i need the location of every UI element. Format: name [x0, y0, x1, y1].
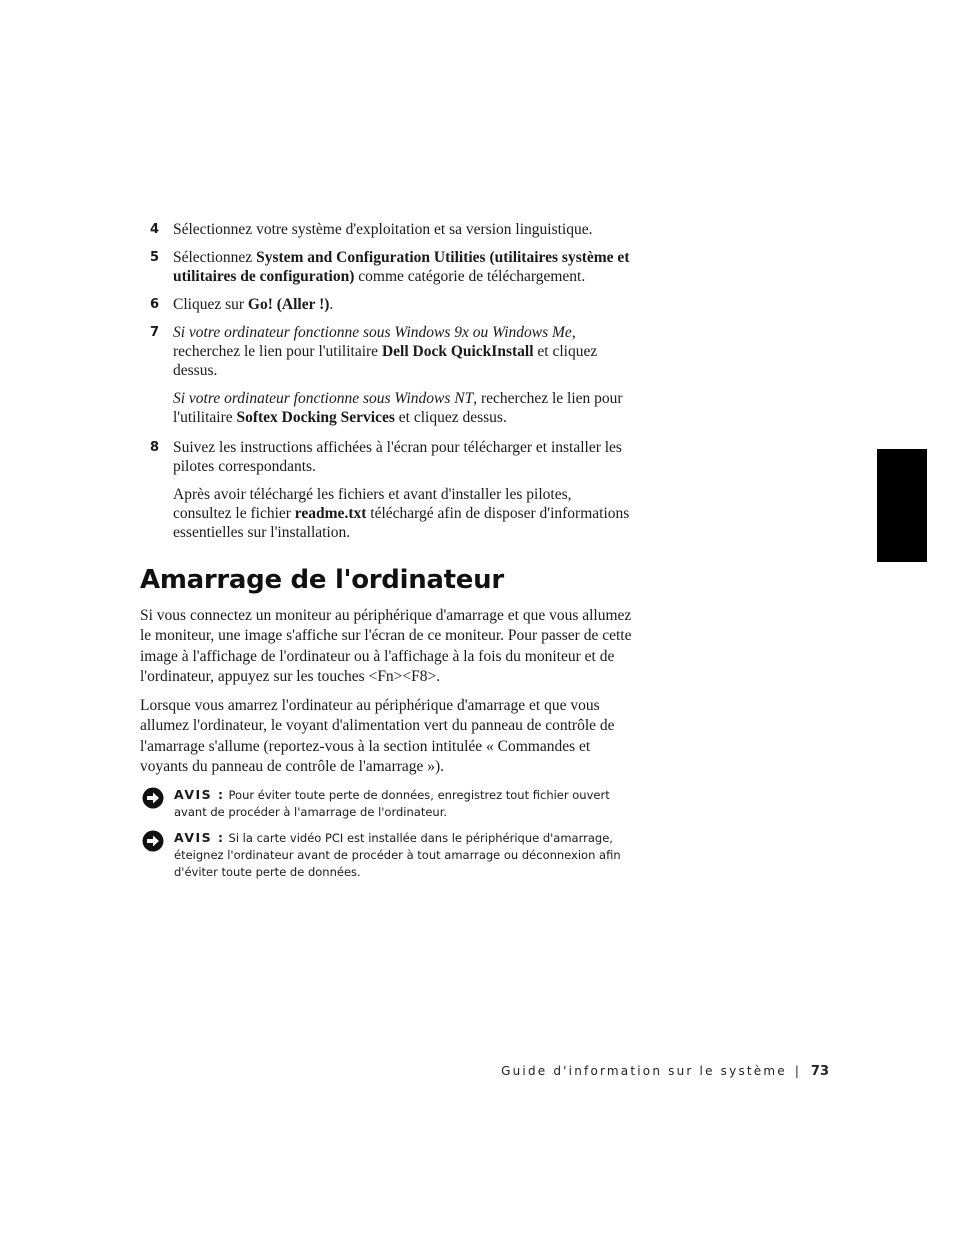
- step-number: 7: [150, 325, 160, 340]
- file-name: readme.txt: [294, 505, 367, 522]
- notice-text: Si la carte vidéo PCI est installée dans le périphérique d'amarrage, éteignez l'ordinateur avant de procéder à tout amarrage ou déconnexion afin d'éviter toute perte de données.: [174, 831, 621, 880]
- step-number: 5: [150, 250, 160, 265]
- body-paragraph: Si vous connectez un moniteur au périphérique d'amarrage et que vous allumez le moniteur, une image s'affiche sur l'écran de ce moniteur. Pour passer de cette image à l'affichage de l'ordinateur ou à l'affichage à la fois du moniteur et de l'ordinateur, appuyez sur les touches <Fn><F8>.: [140, 607, 632, 685]
- step-6: [150, 295, 630, 314]
- step-number: 8: [150, 440, 160, 455]
- step-8-note: Après avoir téléchargé les fichiers et avant d'installer les pilotes, consultez le fichier readme.txt téléchargé afin de disposer d'informations essentielles sur l'installation.: [173, 486, 630, 541]
- notice-block: [142, 786, 632, 821]
- step-number: 4: [150, 222, 160, 237]
- go-button-name: Go! (Aller !): [247, 296, 330, 313]
- body-paragraph: Lorsque vous amarrez l'ordinateur au périphérique d'amarrage et que vous allumez l'ordinateur, le voyant d'alimentation vert du panneau de contrôle de l'amarrage s'allume (reportez-vous à la section intitulée « Commandes et voyants du panneau de contrôle de l'amarrage »).: [140, 697, 615, 775]
- notice-block: [142, 829, 632, 882]
- notice-arrow-icon: [142, 830, 164, 852]
- step-7-note: Si votre ordinateur fonctionne sous Windows NT, recherchez le lien pour l'utilitaire Softex Docking Services et cliquez dessus.: [173, 390, 623, 426]
- step-number: 6: [150, 297, 160, 312]
- step-4: [150, 220, 630, 239]
- step-text: Suivez les instructions affichées à l'écran pour télécharger et installer les pilotes correspondants.: [173, 439, 622, 475]
- step-text: Si votre ordinateur fonctionne sous Windows 9x ou Windows Me, recherchez le lien pour l'utilitaire Dell Dock QuickInstall et cliquez dessus.: [173, 324, 598, 379]
- section-heading: Amarrage de l'ordinateur: [140, 565, 504, 595]
- notice-text: Pour éviter toute perte de données, enregistrez tout fichier ouvert avant de procéder à l'amarrage de l'ordinateur.: [174, 788, 610, 820]
- utility-name: Softex Docking Services: [236, 409, 395, 426]
- utility-name: Dell Dock QuickInstall: [381, 343, 534, 360]
- step-text: Sélectionnez System and Configuration Utilities (utilitaires système et utilitaires de configuration) comme catégorie de téléchargement.: [173, 249, 630, 285]
- chapter-side-tab: [877, 449, 927, 562]
- step-7: [150, 323, 630, 380]
- notice-arrow-icon: [142, 787, 164, 809]
- footer-title: Guide d'information sur le système: [501, 1064, 787, 1078]
- page-footer: [501, 1062, 829, 1081]
- step-text: Cliquez sur Go! (Aller !).: [173, 296, 334, 313]
- step-5: [150, 248, 630, 286]
- step-text: Sélectionnez votre système d'exploitation et sa version linguistique.: [173, 221, 593, 238]
- menu-category-name: System and Configuration Utilities (utilitaires système et utilitaires de configuration): [173, 249, 630, 285]
- page-number: 73: [810, 1064, 829, 1079]
- step-8: [150, 438, 630, 476]
- notice-label: AVIS :: [174, 787, 225, 802]
- footer-separator: |: [794, 1064, 799, 1078]
- notice-label: AVIS :: [174, 830, 225, 845]
